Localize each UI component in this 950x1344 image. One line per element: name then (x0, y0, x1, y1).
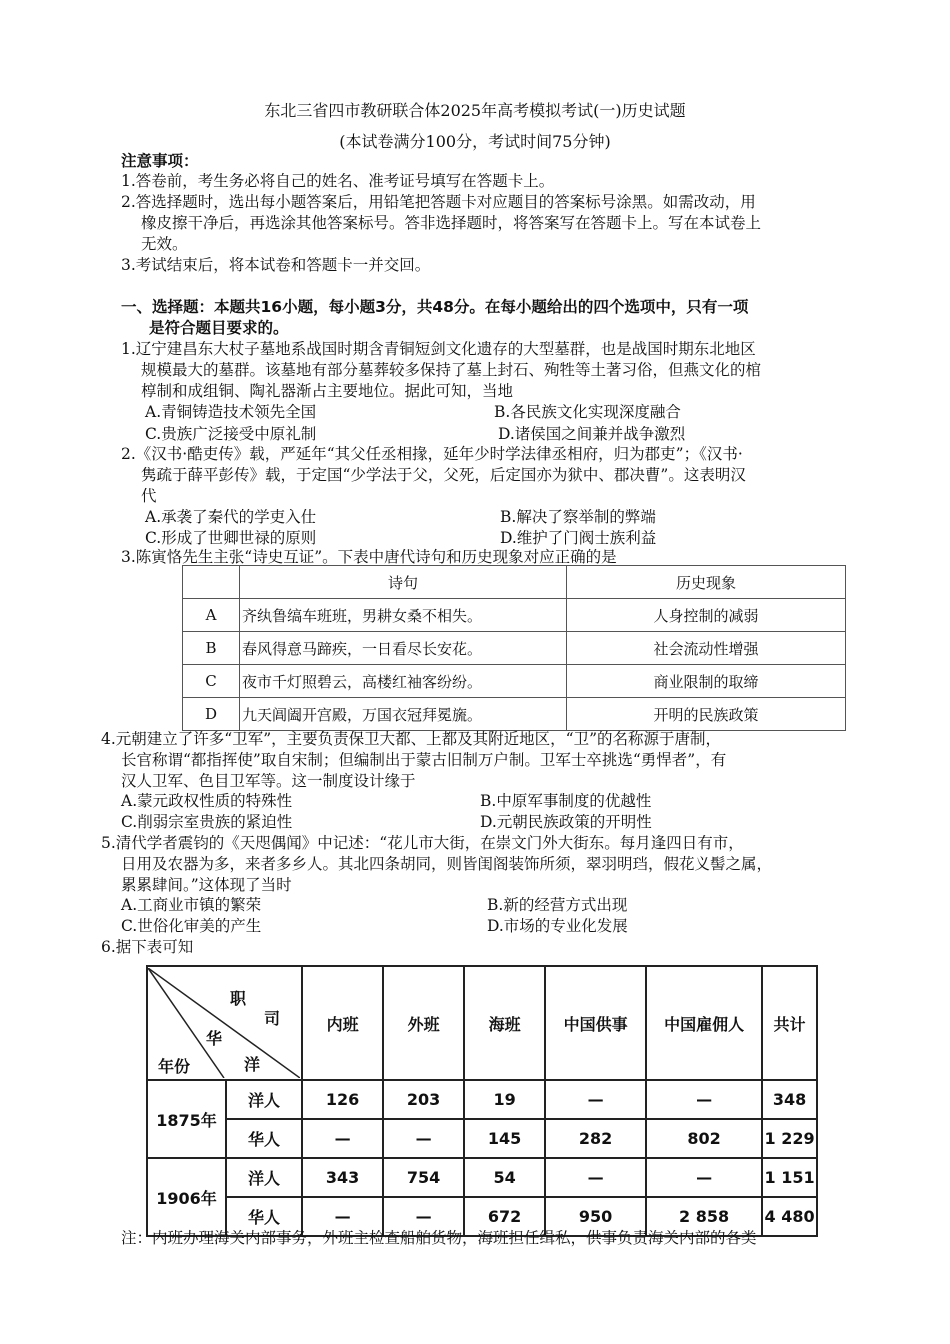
exam-title: 东北三省四市教研联合体2025年高考模拟考试(一)历史试题 (264, 101, 686, 120)
table-header-row (147, 966, 817, 1080)
poem-line: 九天阊阖开宫殿，万国衣冠拜冕旒。 (240, 698, 567, 731)
value-cell: 126 (302, 1080, 383, 1119)
option-b: B.中原军事制度的优越性 (480, 792, 652, 810)
historical-phenomenon: 开明的民族政策 (567, 698, 846, 731)
notice-item: 无效。 (141, 235, 188, 253)
question-stem: 规模最大的墓群。该墓地有部分墓葬较多保持了墓上封石、殉牲等土著习俗，但燕文化的棺 (141, 361, 762, 379)
table-header-cell: 中国供事 (545, 966, 646, 1080)
option-label: A (183, 599, 240, 632)
table-row (183, 665, 846, 698)
table-row (183, 698, 846, 731)
question-stem: 5.清代学者震钧的《天咫偶闻》中记述：“花儿市大街，在崇文门外大街东。每月逢四日有市， (101, 834, 744, 852)
corner-label: 华 (206, 1029, 223, 1048)
diagonal-header-cell (147, 966, 302, 1080)
corner-label: 司 (264, 1009, 281, 1028)
value-cell: — (302, 1119, 383, 1158)
question-stem: 日用及农器为多，来者多乡人。其北四条胡同，则皆闺阁装饰所须，翠羽明珰，假花义髻之属， (121, 855, 773, 873)
poem-line: 夜市千灯照碧云，高楼红袖客纷纷。 (240, 665, 567, 698)
value-cell: 343 (302, 1158, 383, 1197)
table-header-cell: 内班 (302, 966, 383, 1080)
value-cell: — (383, 1119, 464, 1158)
value-cell: 348 (762, 1080, 817, 1119)
value-cell: 1 151 (762, 1158, 817, 1197)
option-d: D.诸侯国之间兼并战争激烈 (498, 425, 686, 443)
option-c: C.形成了世卿世禄的原则 (145, 529, 317, 547)
corner-label: 年份 (158, 1057, 191, 1076)
question-stem: 1.辽宁建昌东大杖子墓地系战国时期含青铜短剑文化遗存的大型墓群，也是战国时期东北地区 (121, 340, 756, 358)
value-cell: 754 (383, 1158, 464, 1197)
poem-line: 齐纨鲁缟车班班，男耕女桑不相失。 (240, 599, 567, 632)
poem-line: 春风得意马蹄疾，一日看尽长安花。 (240, 632, 567, 665)
option-b: B.新的经营方式出现 (487, 896, 628, 914)
question-stem: 3.陈寅恪先生主张“诗史互证”。下表中唐代诗句和历史现象对应正确的是 (121, 548, 617, 566)
table-row (147, 1158, 817, 1197)
value-cell: — (646, 1158, 762, 1197)
value-cell: — (545, 1158, 646, 1197)
poem-table (182, 565, 846, 731)
question-stem: 2.《汉书·酷吏传》载，严延年“其父任丞相掾，延年少时学法律丞相府，归为郡吏”；《汉书· (121, 445, 743, 463)
option-d: D.市场的专业化发展 (487, 917, 628, 935)
notice-heading: 注意事项： (121, 152, 199, 170)
value-cell: — (646, 1080, 762, 1119)
question-stem: 汉人卫军、色目卫军等。这一制度设计缘于 (121, 772, 416, 790)
table-note: 注：内班办理海关内部事务，外班主检查船舶货物，海班担任缉私，供事负责海关内部的各类 (121, 1229, 757, 1247)
group-cell: 华人 (226, 1119, 302, 1158)
option-label: D (183, 698, 240, 731)
year-cell: 1906年 (147, 1158, 226, 1236)
year-cell: 1875年 (147, 1080, 226, 1158)
notice-item: 1.答卷前，考生务必将自己的姓名、准考证号填写在答题卡上。 (121, 172, 555, 190)
table-row (183, 599, 846, 632)
notice-item: 3.考试结束后，将本试卷和答题卡一并交回。 (121, 256, 431, 274)
value-cell: 1 229 (762, 1119, 817, 1158)
corner-label: 洋 (244, 1055, 261, 1074)
value-cell: 950 (545, 1197, 646, 1236)
option-label: C (183, 665, 240, 698)
value-cell: 54 (464, 1158, 545, 1197)
option-c: C.贵族广泛接受中原礼制 (145, 425, 317, 443)
question-stem: 隽疏于薛平彭传》载，于定国“少学法于父，父死，后定国亦为狱中、郡决曹”。这表明汉 (141, 466, 746, 484)
question-stem: 6.据下表可知 (101, 938, 194, 956)
group-cell: 洋人 (226, 1080, 302, 1119)
section-heading-cont: 是符合题目要求的。 (149, 319, 289, 337)
value-cell: 802 (646, 1119, 762, 1158)
historical-phenomenon: 商业限制的取缔 (567, 665, 846, 698)
option-a: A.青铜铸造技术领先全国 (145, 403, 317, 421)
option-a: A.蒙元政权性质的特殊性 (121, 792, 293, 810)
option-b: B.各民族文化实现深度融合 (494, 403, 681, 421)
value-cell: 672 (464, 1197, 545, 1236)
question-stem: 累累肆间。”这体现了当时 (121, 876, 292, 894)
value-cell: 282 (545, 1119, 646, 1158)
option-a: A.工商业市镇的繁荣 (121, 896, 262, 914)
question-stem: 椁制和成组铜、陶礼器渐占主要地位。据此可知，当地 (141, 382, 514, 400)
historical-phenomenon: 人身控制的减弱 (567, 599, 846, 632)
question-stem: 4.元朝建立了许多“卫军”，主要负责保卫大都、上都及其附近地区，“卫”的名称源于唐制， (101, 730, 721, 748)
table-row (147, 1119, 817, 1158)
table-header-cell: 诗句 (240, 566, 567, 599)
option-c: C.世俗化审美的产生 (121, 917, 262, 935)
table-header-cell (183, 566, 240, 599)
corner-label: 职 (230, 989, 247, 1008)
table-row (183, 632, 846, 665)
notice-item: 2.答选择题时，选出每小题答案后，用铅笔把答题卡对应题目的答案标号涂黑。如需改动，用 (121, 193, 756, 211)
value-cell: 203 (383, 1080, 464, 1119)
exam-subtitle: (本试卷满分100分，考试时间75分钟) (339, 132, 611, 151)
value-cell: 145 (464, 1119, 545, 1158)
value-cell: — (383, 1197, 464, 1236)
table-header-cell: 共计 (762, 966, 817, 1080)
table-header-cell: 历史现象 (567, 566, 846, 599)
option-d: D.维护了门阀士族利益 (500, 529, 657, 547)
value-cell: — (545, 1080, 646, 1119)
table-header-cell: 海班 (464, 966, 545, 1080)
table-header-cell: 中国雇佣人 (646, 966, 762, 1080)
option-c: C.削弱宗室贵族的紧迫性 (121, 813, 293, 831)
table-header-cell: 外班 (383, 966, 464, 1080)
option-a: A.承袭了秦代的学吏入仕 (145, 508, 317, 526)
option-label: B (183, 632, 240, 665)
value-cell: 2 858 (646, 1197, 762, 1236)
question-stem: 长官称谓“都指挥使”取自宋制；但编制出于蒙古旧制万户制。卫军士卒挑选“勇悍者”，有 (121, 751, 727, 769)
group-cell: 洋人 (226, 1158, 302, 1197)
historical-phenomenon: 社会流动性增强 (567, 632, 846, 665)
notice-item: 橡皮擦干净后，再选涂其他答案标号。答非选择题时，将答案写在答题卡上。写在本试卷上 (141, 214, 762, 232)
value-cell: 19 (464, 1080, 545, 1119)
option-b: B.解决了察举制的弊端 (500, 508, 656, 526)
customs-staff-table (146, 965, 818, 1237)
group-cell: 华人 (226, 1197, 302, 1236)
value-cell: 4 480 (762, 1197, 817, 1236)
table-row (147, 1080, 817, 1119)
table-header-row (183, 566, 846, 599)
option-d: D.元朝民族政策的开明性 (480, 813, 652, 831)
question-stem: 代 (141, 487, 157, 505)
section-heading: 一、选择题：本题共16小题，每小题3分，共48分。在每小题给出的四个选项中，只有一项 (121, 298, 749, 316)
value-cell: — (302, 1197, 383, 1236)
